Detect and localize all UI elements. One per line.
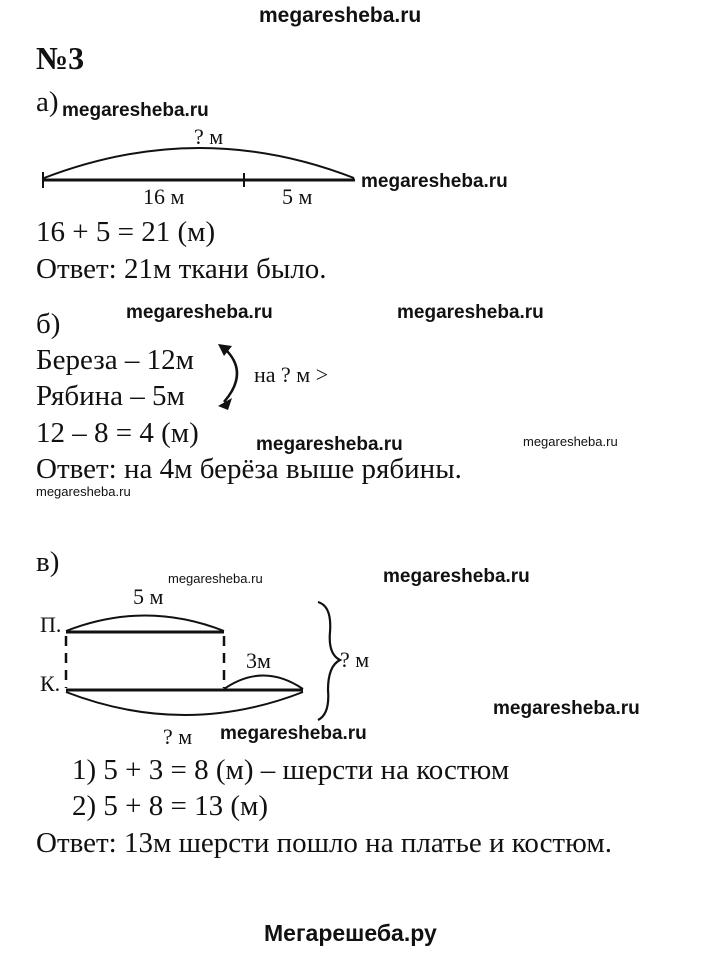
footer-site-name: Мегарешеба.ру (264, 920, 437, 946)
watermark: megaresheba.ru (397, 302, 544, 323)
part-a-label: а) (36, 86, 59, 118)
part-v-extra-arc (224, 676, 303, 690)
part-v-right-total: ? м (340, 647, 370, 672)
part-a-right-label: 5 м (282, 184, 313, 209)
part-b-label: б) (36, 308, 61, 340)
watermark: megaresheba.ru (126, 302, 273, 323)
watermark: megaresheba.ru (168, 571, 263, 586)
header-watermark: megaresheba.ru (259, 4, 422, 27)
part-v-step-1: 1) 5 + 3 = 8 (м) – шерсти на костюм (72, 754, 510, 786)
watermark: megaresheba.ru (256, 434, 403, 455)
part-a-solution: 16 + 5 = 21 (м) (36, 216, 216, 248)
watermark: megaresheba.ru (62, 100, 209, 121)
part-v-top-length: 5 м (133, 584, 164, 609)
part-b-answer: Ответ: на 4м берёза выше рябины. (36, 453, 462, 485)
part-v-label: в) (36, 546, 60, 578)
watermark: megaresheba.ru (36, 484, 131, 499)
part-v-top-arc (66, 616, 224, 632)
watermark: megaresheba.ru (523, 434, 618, 449)
task-number: №3 (36, 40, 85, 76)
part-a-total-label: ? м (194, 124, 224, 149)
watermark: megaresheba.ru (220, 723, 367, 744)
part-b-bracket (224, 348, 237, 402)
watermark: megaresheba.ru (493, 698, 640, 719)
part-v-extra-label: 3м (246, 648, 271, 673)
part-b-brace-label: на ? м > (254, 362, 329, 387)
part-a-left-label: 16 м (143, 184, 185, 209)
part-v-right-brace (318, 602, 340, 720)
part-v-bottom-total: ? м (163, 724, 193, 749)
watermark: megaresheba.ru (361, 171, 508, 192)
part-a-answer: Ответ: 21м ткани было. (36, 253, 327, 285)
part-v-row-p: П. (40, 612, 62, 637)
part-b-solution: 12 – 8 = 4 (м) (36, 417, 199, 449)
part-b-line-birch: Береза – 12м (36, 344, 194, 376)
part-v-step-2: 2) 5 + 8 = 13 (м) (72, 790, 269, 822)
part-v-answer: Ответ: 13м шерсти пошло на платье и костюм. (36, 827, 612, 859)
part-a-total-arc (44, 148, 354, 178)
part-b-line-rowan: Рябина – 5м (36, 380, 185, 412)
watermark: megaresheba.ru (383, 566, 530, 587)
part-v-bottom-arc (66, 692, 303, 715)
part-v-row-k: К. (40, 671, 61, 696)
